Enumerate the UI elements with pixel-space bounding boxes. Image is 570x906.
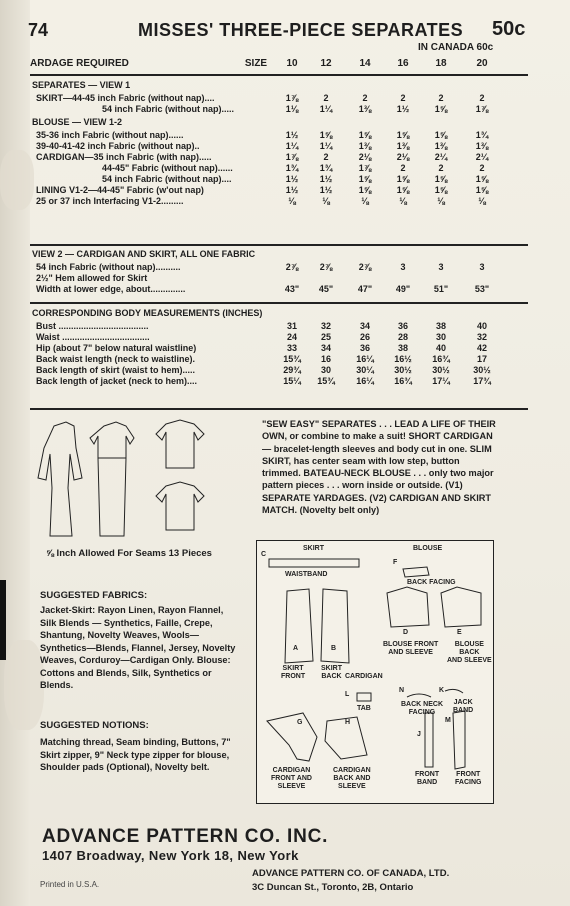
- table-cell: 1½: [396, 104, 410, 114]
- divider: [30, 244, 528, 246]
- table-cell: 1⅝: [434, 174, 448, 184]
- table-cell: 51": [433, 284, 449, 294]
- table-section-heading: [30, 308, 530, 321]
- table-cell: 30½: [432, 365, 450, 375]
- table-cell: 2⅛: [358, 152, 372, 162]
- table-row: [30, 273, 530, 284]
- divider: [30, 302, 528, 304]
- table-cell: 17¾: [473, 376, 491, 386]
- skirt-group-title: SKIRT: [303, 545, 324, 552]
- table-cell: 16: [320, 354, 331, 364]
- table-cell: 38: [435, 321, 446, 331]
- row-label: CORRESPONDING BODY MEASUREMENTS (INCHES): [32, 308, 263, 318]
- table-cell: 42: [476, 343, 487, 353]
- table-cell: 26: [359, 332, 370, 342]
- table-cell: 1⅝: [475, 185, 489, 195]
- table-cell: 15¼: [283, 376, 301, 386]
- table-cell: 2: [479, 93, 485, 103]
- table-cell: 2: [438, 163, 444, 173]
- table-cell: 16¾: [394, 376, 412, 386]
- table-cell: 49": [395, 284, 411, 294]
- company-address: 1407 Broadway, New York 18, New York: [42, 848, 299, 863]
- table-row: [30, 262, 530, 273]
- piece-letter-k: K: [439, 687, 445, 694]
- table-cell: 3: [400, 262, 406, 272]
- front-facing-label: FRONT FACING: [455, 771, 482, 786]
- torn-left-edge: [0, 0, 30, 906]
- table-section-heading: [30, 117, 530, 130]
- table-cell: 2⅞: [319, 262, 333, 272]
- yardage-heading: ARDAGE REQUIRED: [30, 58, 129, 69]
- table-row: [30, 185, 530, 196]
- table-cell: 1⅜: [358, 104, 372, 114]
- row-label: VIEW 2 — CARDIGAN AND SKIRT, ALL ONE FABRIC: [32, 249, 256, 259]
- table-cell: 2: [323, 152, 329, 162]
- table-cell: 2: [362, 93, 368, 103]
- table-cell: 17: [476, 354, 487, 364]
- table-cell: 2: [400, 163, 406, 173]
- row-label: Back length of skirt (waist to hem).....: [36, 365, 196, 375]
- row-label: 54 inch Fabric (without nap)..........: [36, 262, 181, 272]
- seam-allowance: ⅝ Inch Allowed For Seams 13 Pieces: [46, 548, 212, 559]
- piece-letter-m: M: [445, 717, 451, 724]
- table-cell: ⅛: [361, 196, 369, 206]
- table-cell: 47": [357, 284, 373, 294]
- table-cell: ⅛: [322, 196, 330, 206]
- table-cell: 2¼: [475, 152, 489, 162]
- table-row: [30, 321, 530, 332]
- cardigan-front-sleeve-label: CARDIGAN FRONT AND SLEEVE: [271, 767, 312, 790]
- table-cell: 1⅝: [358, 185, 372, 195]
- row-label: LINING V1-2—44-45" Fabric (w'out nap): [36, 185, 204, 195]
- table-cell: 25: [320, 332, 331, 342]
- table-cell: 1¼: [285, 141, 299, 151]
- table-row: [30, 130, 530, 141]
- table-cell: 1⅛: [285, 104, 299, 114]
- fabrics-title: SUGGESTED FABRICS:: [40, 590, 148, 601]
- table-row: [30, 104, 530, 115]
- size-header-row: [30, 58, 530, 74]
- page-title: MISSES' THREE-PIECE SEPARATES: [138, 20, 464, 40]
- cardigan-back-sleeve-label: CARDIGAN BACK AND SLEEVE: [333, 767, 371, 790]
- table-cell: 16¾: [432, 354, 450, 364]
- table-cell: 40: [435, 343, 446, 353]
- skirt-front-label: SKIRT FRONT: [281, 665, 306, 680]
- table-cell: 2¼: [434, 152, 448, 162]
- size-cell: 10: [286, 58, 298, 69]
- table-cell: 30½: [394, 365, 412, 375]
- divider: [30, 408, 528, 410]
- row-label: 54 inch Fabric (without nap)....: [102, 174, 232, 184]
- table-cell: 36: [397, 321, 408, 331]
- row-label: 39-40-41-42 inch Fabric (without nap)..: [36, 141, 200, 151]
- row-label: Back waist length (neck to waistline).: [36, 354, 196, 364]
- table-cell: 1½: [285, 174, 299, 184]
- row-label: Hip (about 7" below natural waistline): [36, 343, 197, 353]
- paper-damage: [4, 640, 44, 730]
- table-cell: 1¼: [319, 141, 333, 151]
- printed-in: Printed in U.S.A.: [40, 880, 100, 889]
- table-cell: 30: [320, 365, 331, 375]
- table-cell: 30¼: [356, 365, 374, 375]
- table-cell: 1½: [285, 130, 299, 140]
- size-cell: 14: [359, 58, 371, 69]
- view2-table: [30, 247, 530, 295]
- table-row: [30, 332, 530, 343]
- table-cell: 2: [400, 93, 406, 103]
- table-cell: 1⅞: [475, 104, 489, 114]
- row-label: 25 or 37 inch Interfacing V1-2.........: [36, 196, 184, 206]
- table-cell: 32: [320, 321, 331, 331]
- size-cell: 16: [397, 58, 409, 69]
- yardage-table: [30, 78, 530, 207]
- row-label: Waist ...................................: [36, 332, 150, 342]
- pattern-pieces-diagram: [256, 540, 494, 804]
- table-cell: ⅛: [478, 196, 486, 206]
- piece-letter-g: G: [297, 719, 303, 726]
- pattern-number: 74: [28, 20, 49, 40]
- table-cell: 2: [438, 93, 444, 103]
- piece-letter-j: J: [417, 731, 421, 738]
- size-cell: 18: [435, 58, 447, 69]
- cardigan-group-title: CARDIGAN: [345, 673, 383, 680]
- piece-letter-h: H: [345, 719, 351, 726]
- blouse-group-title: BLOUSE: [413, 545, 443, 552]
- table-row: [30, 376, 530, 387]
- skirt-back-label: SKIRT BACK: [321, 665, 342, 680]
- table-cell: 43": [284, 284, 300, 294]
- table-cell: 3: [438, 262, 444, 272]
- fabrics-text: Jacket-Skirt: Rayon Linen, Rayon Flannel, Silk Blends — Synthetics, Faille, Crepe, Shantung, Novelty Weaves, Wools—Synthetics—Blends, Flannel, Jersey, Novelty Weaves, Corduroy—Cardigan Only. Blouse: Cottons and Blends, Silk, Synthetics or Blends.: [40, 605, 236, 690]
- piece-letter-c: C: [261, 551, 267, 558]
- table-row: [30, 163, 530, 174]
- table-cell: 30½: [473, 365, 491, 375]
- table-cell: 3: [479, 262, 485, 272]
- price: 50c: [492, 18, 526, 40]
- size-cell: 20: [476, 58, 488, 69]
- table-cell: 1⅝: [396, 130, 410, 140]
- table-section-heading: [30, 249, 530, 262]
- table-cell: 2: [323, 93, 329, 103]
- table-cell: 1¼: [319, 104, 333, 114]
- table-cell: 31: [286, 321, 297, 331]
- table-row: [30, 284, 530, 295]
- table-cell: 40: [476, 321, 487, 331]
- table-row: [30, 152, 530, 163]
- table-cell: 32: [476, 332, 487, 342]
- table-cell: 1⅝: [319, 130, 333, 140]
- table-cell: 1⅜: [358, 141, 372, 151]
- row-label: 54 inch Fabric (without nap).....: [102, 104, 235, 114]
- blouse-back-sleeve-label: BLOUSE BACK AND SLEEVE: [447, 641, 492, 664]
- table-cell: 1⅞: [358, 163, 372, 173]
- table-cell: 1⅝: [358, 130, 372, 140]
- row-label: 44-45" Fabric (without nap)......: [102, 163, 233, 173]
- size-cell: 12: [320, 58, 332, 69]
- table-cell: 36: [359, 343, 370, 353]
- table-cell: 1⅜: [434, 141, 448, 151]
- back-neck-facing-label: BACK NECK FACING: [401, 701, 443, 716]
- table-row: [30, 365, 530, 376]
- table-cell: 1½: [285, 185, 299, 195]
- table-cell: 1⅜: [396, 141, 410, 151]
- table-cell: 28: [397, 332, 408, 342]
- table-cell: 1⅞: [285, 152, 299, 162]
- notions-title: SUGGESTED NOTIONS:: [40, 720, 149, 731]
- black-edge-mark: [0, 580, 6, 660]
- row-label: SEPARATES — VIEW 1: [32, 80, 131, 90]
- table-cell: 1¾: [475, 130, 489, 140]
- body-measurements-table: [30, 306, 530, 387]
- table-cell: 1⅝: [434, 185, 448, 195]
- jack-band-label: JACK BAND: [453, 699, 474, 714]
- row-label: BLOUSE — VIEW 1-2: [32, 117, 123, 127]
- piece-letter-f: F: [393, 559, 398, 566]
- table-cell: 34: [359, 321, 370, 331]
- company-name: ADVANCE PATTERN CO. INC.: [42, 826, 329, 847]
- table-row: [30, 141, 530, 152]
- front-band-label: FRONT BAND: [415, 771, 440, 786]
- row-label: SKIRT—44-45 inch Fabric (without nap)....: [36, 93, 215, 103]
- table-cell: 15¾: [317, 376, 335, 386]
- back-facing-label: BACK FACING: [407, 579, 456, 586]
- table-cell: 1⅝: [396, 185, 410, 195]
- table-cell: 24: [286, 332, 297, 342]
- table-section-heading: [30, 80, 530, 93]
- table-cell: 1½: [319, 185, 333, 195]
- piece-letter-d: D: [403, 629, 409, 636]
- row-label: CARDIGAN—35 inch Fabric (with nap).....: [36, 152, 212, 162]
- piece-letter-b: B: [331, 645, 337, 652]
- row-label: Bust ....................................: [36, 321, 149, 331]
- size-label: SIZE: [244, 58, 268, 69]
- table-cell: 1⅜: [475, 141, 489, 151]
- canada-company: ADVANCE PATTERN CO. OF CANADA, LTD.: [252, 868, 450, 879]
- table-cell: 2⅛: [396, 152, 410, 162]
- price-canada: IN CANADA 60c: [418, 42, 494, 53]
- table-cell: 1¾: [319, 163, 333, 173]
- table-row: [30, 93, 530, 104]
- table-cell: 38: [397, 343, 408, 353]
- table-row: [30, 196, 530, 207]
- table-cell: 16¼: [356, 354, 374, 364]
- table-cell: 1½: [319, 174, 333, 184]
- table-cell: ⅛: [288, 196, 296, 206]
- row-label: Width at lower edge, about..............: [36, 284, 186, 294]
- table-cell: 34: [320, 343, 331, 353]
- row-label: Back length of jacket (neck to hem)....: [36, 376, 198, 386]
- paper-damage: [0, 150, 34, 210]
- table-cell: 1⅞: [285, 93, 299, 103]
- table-cell: 1⅝: [358, 174, 372, 184]
- table-cell: 1⅝: [434, 130, 448, 140]
- piece-letter-l: L: [345, 691, 350, 698]
- waistband-label: WAISTBAND: [285, 571, 328, 578]
- tab-label: TAB: [357, 705, 371, 712]
- piece-letter-e: E: [457, 629, 462, 636]
- table-cell: 29¾: [283, 365, 301, 375]
- table-cell: 15¾: [283, 354, 301, 364]
- row-label: 35-36 inch Fabric (without nap)......: [36, 130, 184, 140]
- blouse-front-sleeve-label: BLOUSE FRONT AND SLEEVE: [383, 641, 439, 656]
- table-row: [30, 174, 530, 185]
- table-cell: ⅛: [437, 196, 445, 206]
- table-cell: 17¼: [432, 376, 450, 386]
- garment-sketch: [34, 418, 240, 538]
- table-cell: 53": [474, 284, 490, 294]
- row-label: 2½" Hem allowed for Skirt: [36, 273, 148, 283]
- piece-letter-n: N: [399, 687, 405, 694]
- table-cell: 1⅝: [396, 174, 410, 184]
- table-cell: 33: [286, 343, 297, 353]
- table-cell: 16½: [394, 354, 412, 364]
- table-cell: 2⅞: [285, 262, 299, 272]
- table-cell: 30: [435, 332, 446, 342]
- table-cell: 1⅝: [434, 104, 448, 114]
- table-cell: 1⅝: [475, 174, 489, 184]
- table-cell: 2: [479, 163, 485, 173]
- table-row: [30, 343, 530, 354]
- piece-letter-a: A: [293, 645, 299, 652]
- table-cell: ⅛: [399, 196, 407, 206]
- table-cell: 2⅞: [358, 262, 372, 272]
- table-cell: 16¼: [356, 376, 374, 386]
- divider: [30, 74, 528, 76]
- notions-text: Matching thread, Seam binding, Buttons, 7" Skirt zipper, 9" Neck type zipper for blouse, Shoulder pads (Optional), Novelty belt.: [40, 737, 231, 772]
- table-cell: 1¾: [285, 163, 299, 173]
- table-row: [30, 354, 530, 365]
- canada-address: 3C Duncan St., Toronto, 2B, Ontario: [252, 882, 414, 893]
- pattern-description: "SEW EASY" SEPARATES . . . LEAD A LIFE OF THEIR OWN, or combine to make a suit! SHORT CARDIGAN — bracelet-length sleeves and body cut in one. SLIM SKIRT, has center seam with low step, button trimmed. BATEAU-NECK BLOUSE . . . only two major pattern pieces . . . worn inside or outside. (V1) SEPARATE YARDAGES. (V2) CARDIGAN AND SKIRT MATCH. (Novelty belt only): [262, 419, 496, 516]
- table-cell: 45": [318, 284, 334, 294]
